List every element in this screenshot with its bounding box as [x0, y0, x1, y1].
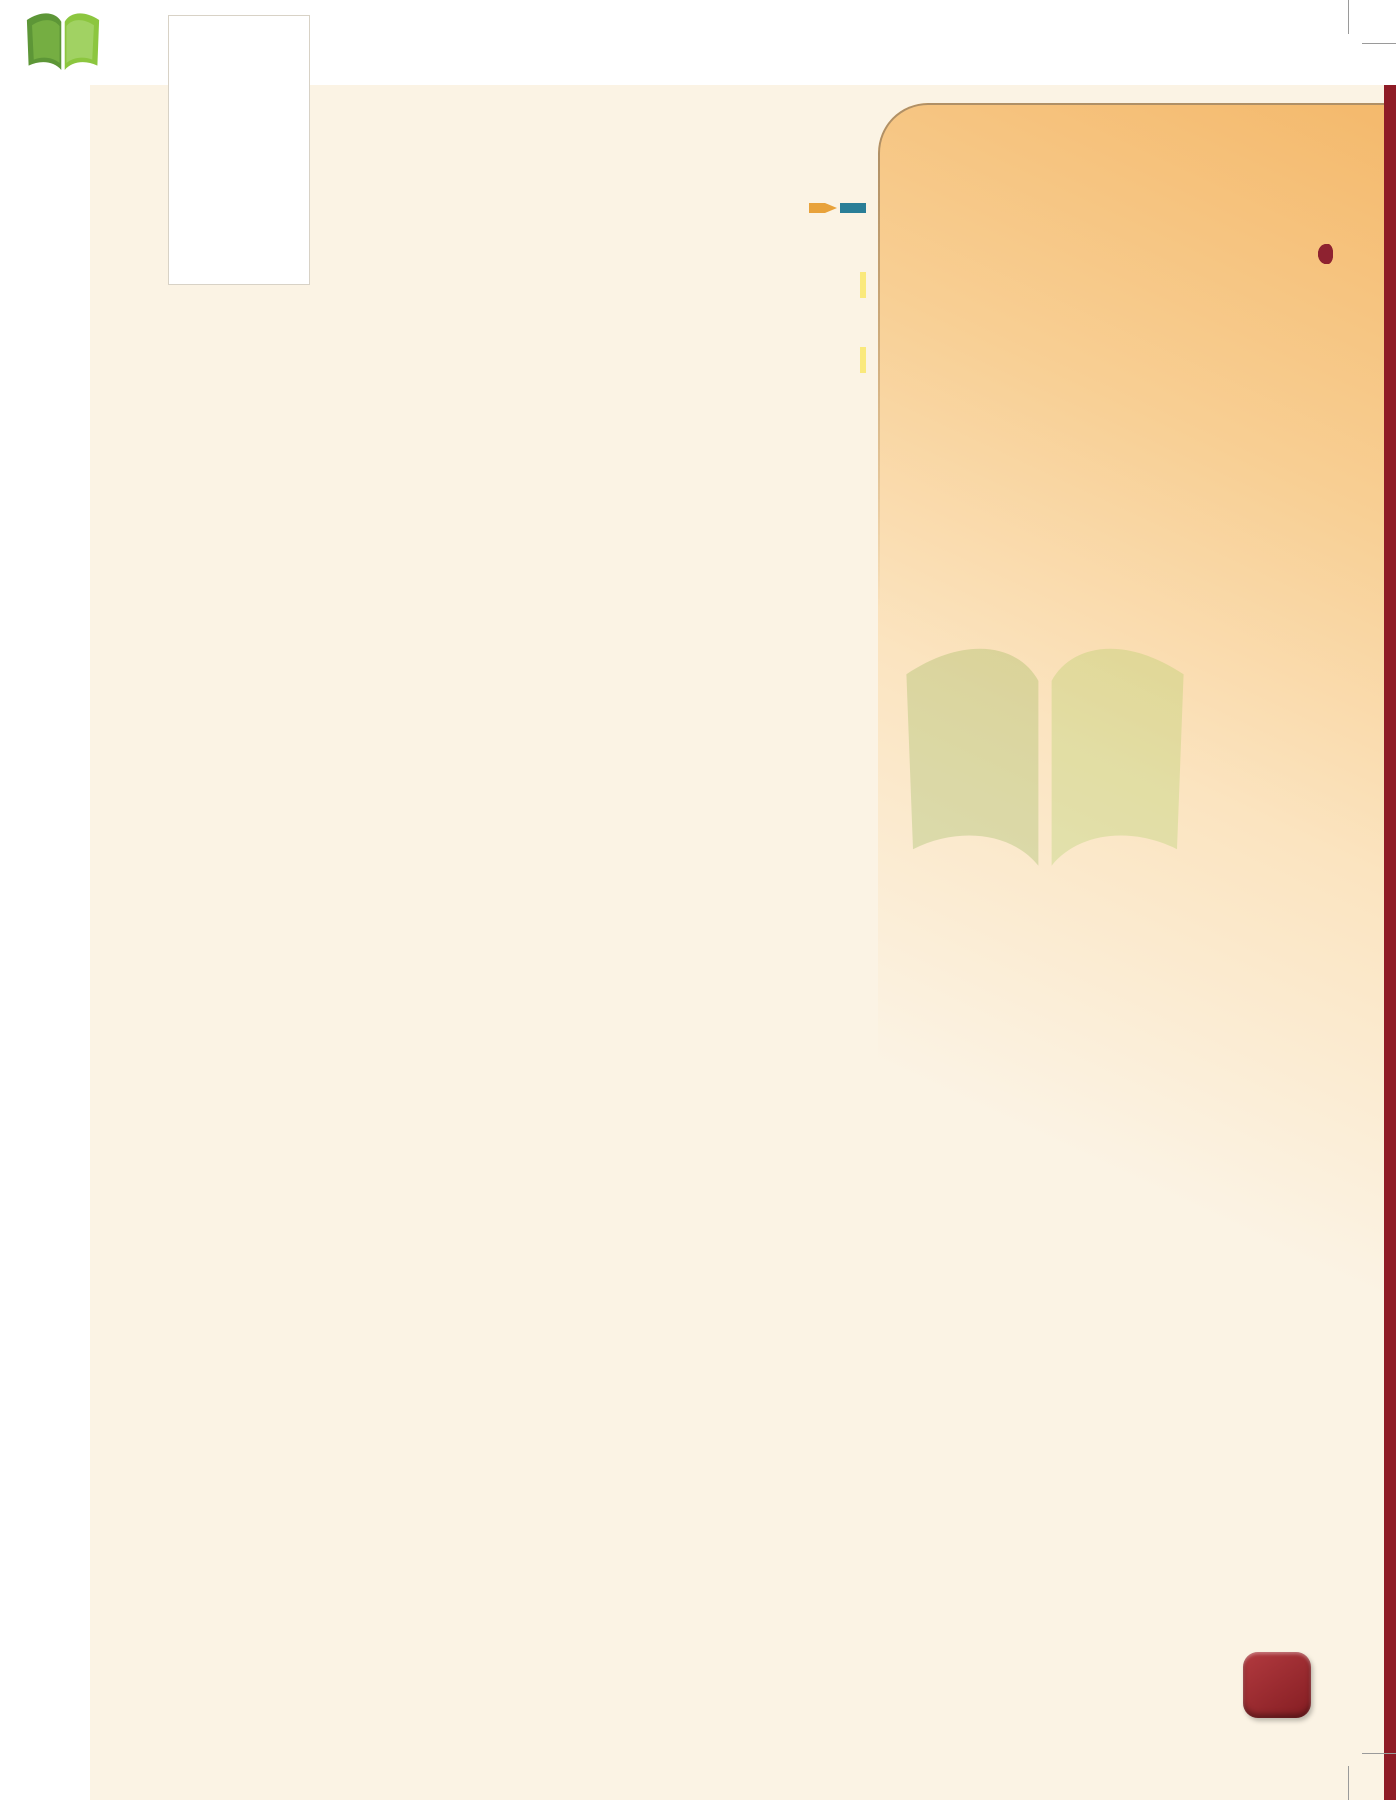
main-idea [130, 186, 866, 231]
main-column [130, 176, 866, 493]
main-idea-badge [809, 203, 866, 213]
crop-mark [1362, 1753, 1396, 1754]
main-idea-badge-word1 [809, 203, 837, 213]
electron-configuration-table [342, 409, 720, 465]
page-number-badge [1243, 1652, 1311, 1718]
dots-swoosh-icon [68, 1565, 278, 1653]
ministry-logo [68, 1565, 298, 1663]
chemical-bond-paragraph [130, 265, 866, 306]
crop-mark [1348, 1766, 1349, 1800]
wajeb-logo [12, 8, 106, 86]
crop-mark [1348, 0, 1349, 34]
main-idea-badge-word2 [840, 203, 866, 213]
positive-ion-paragraph [130, 340, 866, 381]
crop-mark [1362, 43, 1396, 44]
open-book-icon [20, 8, 106, 86]
sidebar [915, 205, 1345, 239]
highlight-chemical-bond [860, 272, 866, 298]
page-edge-strip [1384, 85, 1396, 1800]
highlight-cation [860, 347, 866, 373]
